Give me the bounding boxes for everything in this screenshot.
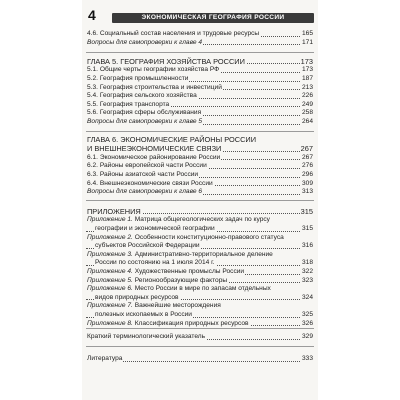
appendix-label: Приложение 5.: [87, 276, 133, 284]
toc-entry-text: 5.6. География сферы обслуживания: [87, 109, 202, 117]
toc-block-glossary: [86, 333, 314, 342]
toc-entry-title: [86, 39, 203, 48]
toc-entry-page: 316: [301, 242, 313, 250]
appendix-label: Приложение 8.: [87, 319, 133, 327]
toc-entry-page: 276: [301, 162, 313, 170]
toc-entry: [86, 259, 314, 268]
toc-entry-text: Особенности конституционно-правового статуса: [132, 233, 284, 241]
toc-block-chapter6: [86, 135, 314, 197]
toc-entry: [86, 118, 314, 127]
toc-entry-text: ГЛАВА 5. ГЕОГРАФИЯ ХОЗЯЙСТВА РОССИИ: [87, 57, 245, 66]
toc-entry-text: И ВНЕШНЕЭКОНОМИЧЕСКИЕ СВЯЗИ: [87, 144, 222, 154]
toc-entry-page: 313: [301, 188, 313, 196]
toc-entry-text: 5.5. География транспорта: [87, 100, 170, 108]
toc-entry-title: [86, 109, 202, 118]
toc-entry: [86, 180, 314, 189]
toc-entry-text: Важнейшие месторождения: [132, 302, 221, 310]
toc-entry-page: 309: [301, 179, 313, 187]
toc-entry-title: [86, 84, 223, 93]
toc-entry-text: Вопросы для самопроверки к главе 6: [87, 188, 203, 196]
toc-entry-title: [94, 259, 216, 268]
toc-entry-text: ПРИЛОЖЕНИЯ: [87, 207, 141, 216]
toc-entry: [86, 242, 314, 251]
toc-entry-title: [86, 118, 203, 127]
toc-entry-title: [86, 277, 228, 286]
toc-entry-page: 329: [301, 333, 313, 340]
toc-entry-title: [86, 216, 271, 225]
toc-entry-title: [86, 144, 222, 153]
toc-entry: [86, 75, 314, 84]
running-title-bar: [112, 13, 314, 23]
toc-entry: [86, 171, 314, 180]
toc-entry-page: 264: [301, 117, 313, 125]
toc-entry-text: 5.3. География строительства и инвестиций: [87, 83, 222, 91]
toc-entry-text: Литература: [87, 355, 123, 362]
toc-entry-title: [86, 333, 206, 342]
toc-entry-page: 213: [301, 83, 313, 91]
toc-entry-page: 187: [301, 74, 313, 82]
divider: [86, 52, 314, 53]
toc-entry: [86, 30, 314, 39]
toc-entry: [86, 216, 314, 225]
toc-entry-text: Вопросы для самопроверки к главе 4: [87, 38, 203, 46]
toc-entry-title: [86, 188, 203, 197]
appendix-label: Приложение 2.: [87, 233, 133, 241]
toc-entry-title: [86, 135, 257, 144]
toc-entry-text: 6.4. Внешнеэкономические связи России: [87, 179, 213, 187]
toc-entry-page: 323: [301, 276, 313, 284]
toc-entry-text: видов природных ресурсов: [95, 293, 179, 301]
toc-entry-title: [94, 311, 193, 320]
toc-entry: [86, 277, 314, 286]
toc-entry-page: 165: [301, 30, 313, 37]
toc-entry-text: географии и экономической географии: [95, 224, 215, 232]
toc-entry: [86, 135, 314, 144]
toc-entry-text: 6.2. Районы европейской части России: [87, 162, 207, 170]
toc-entry-page: 171: [301, 38, 313, 46]
toc-entry-page: 318: [301, 259, 313, 267]
toc-entry-page: 249: [301, 100, 313, 108]
toc-entry: [86, 234, 314, 243]
toc-entry: [86, 320, 314, 329]
toc-entry-page: 326: [301, 319, 313, 327]
toc-entry-text: Вопросы для самопроверки к главе 5: [87, 117, 203, 125]
toc-entry-page: 325: [301, 310, 313, 318]
toc-entry-title: [86, 285, 272, 294]
toc-entry-text: полезных ископаемых в России: [95, 310, 192, 318]
divider: [86, 200, 314, 201]
toc-entry: [86, 285, 314, 294]
toc-entry-page: 173: [300, 57, 313, 66]
divider: [86, 328, 314, 329]
toc-entry: [86, 207, 314, 216]
toc-entry: [86, 84, 314, 93]
toc-entry-title: [86, 268, 245, 277]
toc-entry: [86, 144, 314, 153]
divider: [86, 346, 314, 347]
toc-entry-text: субъектов Российской Федерации: [95, 242, 200, 250]
toc-block-chapter5: [86, 57, 314, 127]
toc-entry-page: 324: [301, 293, 313, 301]
toc-entry-title: [86, 57, 246, 66]
toc-entry-title: [86, 320, 250, 329]
toc-entry: [86, 302, 314, 311]
toc-entry-text: 5.1. Общие черты географии хозяйства РФ: [87, 66, 220, 74]
toc-entry: [86, 162, 314, 171]
toc-entry-title: [86, 234, 285, 243]
toc-entry-text: Административно-территориальное деление: [132, 250, 273, 258]
toc-entry-text: Краткий терминологический указатель: [87, 333, 206, 340]
appendix-label: Приложение 1.: [87, 216, 133, 224]
toc-entry-title: [86, 101, 170, 110]
toc-entry-title: [86, 171, 199, 180]
toc-entry-title: [94, 242, 201, 251]
toc-entry-text: 4.6. Социальный состав населения и трудовые ресурсы: [87, 30, 260, 37]
toc-entry-text: Регионообразующие факторы: [132, 276, 228, 284]
toc-entry: [86, 268, 314, 277]
toc-entry-page: 173: [301, 66, 313, 74]
toc-entry: [86, 39, 314, 48]
divider: [86, 131, 314, 132]
toc-entry: [86, 188, 314, 197]
toc-entry: [86, 101, 314, 110]
toc-entry-text: Классификация природных ресурсов: [132, 319, 249, 327]
toc-entry-text: 6.3. Районы азиатской части России: [87, 170, 199, 178]
running-title: ЭКОНОМИЧЕСКАЯ ГЕОГРАФИЯ РОССИИ: [141, 14, 285, 21]
toc-entry-text: 5.4. География сельского хозяйства: [87, 92, 197, 100]
toc-entry-text: ГЛАВА 6. ЭКОНОМИЧЕСКИЕ РАЙОНЫ РОССИИ: [87, 135, 257, 144]
toc-entry-page: 315: [301, 224, 313, 232]
toc-entry-text: Матрица общегеологических задач по курсу: [132, 216, 270, 224]
toc-entry-title: [94, 225, 216, 234]
toc-entry-title: [86, 180, 214, 189]
page-header: [86, 6, 314, 24]
toc-entry-title: [86, 251, 274, 260]
toc-entry: [86, 154, 314, 163]
toc-entry-page: 267: [301, 153, 313, 161]
page-number: 4: [88, 7, 96, 23]
toc-entry-page: 322: [301, 267, 313, 275]
toc-entry-text: 6.1. Экономическое районирование России: [87, 153, 221, 161]
toc-entry-title: [86, 75, 189, 84]
toc-entry: [86, 311, 314, 320]
toc-entry-title: [86, 207, 142, 216]
toc-entry: [86, 355, 314, 364]
toc-block-chapter4-end: [86, 30, 314, 47]
toc-entry: [86, 333, 314, 342]
toc-block-appendices: [86, 207, 314, 328]
toc-entry-page: 315: [300, 207, 313, 216]
toc-entry-title: [86, 66, 220, 75]
toc-entry: [86, 66, 314, 75]
toc-entry-text: Место России в мире по запасам отдельных: [132, 285, 271, 293]
toc-entry-page: 226: [301, 92, 313, 100]
toc-entry-page: 258: [301, 109, 313, 117]
appendix-label: Приложение 7.: [87, 302, 133, 310]
toc-entry: [86, 57, 314, 66]
toc-entry: [86, 251, 314, 260]
toc-entry: [86, 92, 314, 101]
toc-entry-title: [86, 302, 222, 311]
toc-entry-title: [86, 154, 221, 163]
appendix-label: Приложение 3.: [87, 250, 133, 258]
toc-entry: [86, 109, 314, 118]
toc-entry-title: [86, 355, 123, 364]
toc-entry-title: [86, 92, 198, 101]
toc-entry-title: [86, 162, 208, 171]
toc-entry-page: 267: [300, 144, 313, 154]
toc-entry-title: [94, 294, 180, 303]
appendix-label: Приложение 4.: [87, 267, 133, 275]
toc-entry-title: [86, 30, 260, 39]
toc-entry-text: Художественные промыслы России: [132, 267, 245, 275]
toc-entry-page: 296: [301, 170, 313, 178]
appendix-label: Приложение 6.: [87, 285, 133, 293]
toc-entry-text: России по состоянию на 1 июля 2014 г.: [95, 259, 215, 267]
toc-block-literature: [86, 355, 314, 364]
toc-entry: [86, 225, 314, 234]
toc-entry-text: 5.2. География промышленности: [87, 74, 189, 82]
toc-entry-page: 333: [301, 355, 313, 362]
toc-entry: [86, 294, 314, 303]
